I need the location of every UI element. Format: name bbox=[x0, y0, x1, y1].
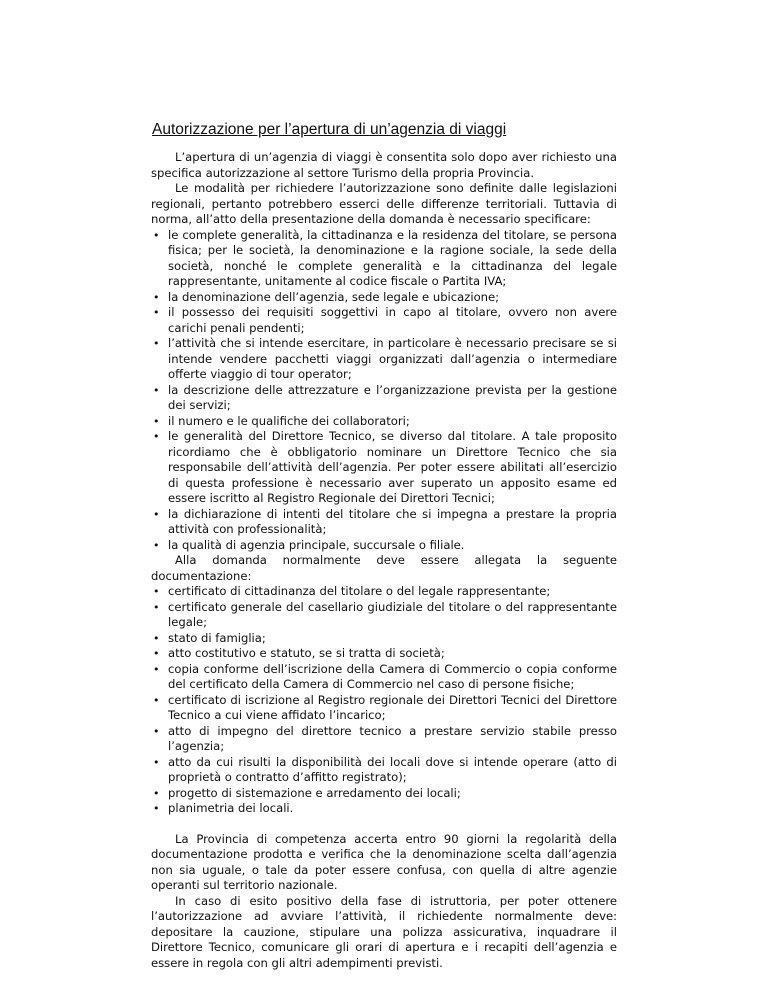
list-item: • certificato di iscrizione al Registro regionale dei Direttori Tecnici del Direttore Tecnico a cui viene affidato l’incarico; bbox=[151, 693, 617, 724]
closing-paragraph: La Provincia di competenza accerta entro 90 giorni la regolarità della documentazione prodotta e verifica che la denominazione scelta dall’agenzia non sia uguale, o tale da poter essere confusa, con quella di altre agenzie operanti sul territorio nazionale. bbox=[151, 831, 617, 892]
list-item: • stato di famiglia; bbox=[151, 631, 617, 647]
list-item: • planimetria dei locali. bbox=[151, 801, 617, 817]
list-item: • la qualità di agenzia principale, succursale o filiale. bbox=[151, 538, 617, 554]
paragraph-spacer bbox=[151, 817, 617, 832]
intro-paragraph: Le modalità per richiedere l’autorizzazione sono definite dalle legislazioni regionali, pertanto potrebbero esserci delle differenze territoriali. Tuttavia di norma, all’atto della presentazione della domanda è necessario specificare: bbox=[151, 181, 617, 226]
document-page bbox=[151, 120, 617, 971]
documents-list bbox=[151, 584, 617, 817]
list-item: • atto costitutivo e statuto, se si tratta di società; bbox=[151, 646, 617, 662]
list-item: • la denominazione dell’agenzia, sede legale e ubicazione; bbox=[151, 290, 617, 306]
list-item: • copia conforme dell’iscrizione della Camera di Commercio o copia conforme del certificato della Camera di Commercio nel caso di persone fisiche; bbox=[151, 662, 617, 693]
list-item: • l’attività che si intende esercitare, in particolare è necessario precisare se si intende vendere pacchetti viaggi organizzati dall’agenzia o intermediare offerte viaggio di tour operator; bbox=[151, 336, 617, 383]
list-item: • le generalità del Direttore Tecnico, se diverso dal titolare. A tale proposito ricordiamo che è obbligatorio nominare un Direttore Tecnico che sia responsabile dell’attività dell’agenzia. Per poter essere abilitati all’esercizio di questa professione è necessario aver superato un apposito esame ed essere iscritto al Registro Regionale dei Direttori Tecnici; bbox=[151, 429, 617, 507]
list-item: • atto da cui risulti la disponibilità dei locali dove si intende operare (atto di proprietà o contratto d’affitto registrato); bbox=[151, 755, 617, 786]
list-item: • certificato generale del casellario giudiziale del titolare o del rappresentante legale; bbox=[151, 600, 617, 631]
list-item: • certificato di cittadinanza del titolare o del legale rappresentante; bbox=[151, 584, 617, 600]
list-item: • il numero e le qualifiche dei collaboratori; bbox=[151, 414, 617, 430]
list-item: • la descrizione delle attrezzature e l’organizzazione prevista per la gestione dei servizi; bbox=[151, 383, 617, 414]
intro-paragraph: L’apertura di un’agenzia di viaggi è consentita solo dopo aver richiesto una specifica autorizzazione al settore Turismo della propria Provincia. bbox=[151, 150, 617, 180]
requirements-list bbox=[151, 228, 617, 554]
list-item: • atto di impegno del direttore tecnico a prestare servizio stabile presso l’agenzia; bbox=[151, 724, 617, 755]
list-item: • la dichiarazione di intenti del titolare che si impegna a prestare la propria attività con professionalità; bbox=[151, 507, 617, 538]
document-title: Autorizzazione per l’apertura di un’agenzia di viaggi bbox=[152, 121, 507, 138]
list-item: • il possesso dei requisiti soggettivi in capo al titolare, ovvero non avere carichi penali pendenti; bbox=[151, 305, 617, 336]
list-item: • progetto di sistemazione e arredamento dei locali; bbox=[151, 786, 617, 802]
documents-intro: Alla domanda normalmente deve essere allegata la seguente documentazione: bbox=[151, 553, 617, 583]
list-item: • le complete generalità, la cittadinanza e la residenza del titolare, se persona fisica; per le società, la denominazione e la ragione sociale, la sede della società, nonché le complete generalità e la cittadinanza del legale rappresentante, unitamente al codice fiscale o Partita IVA; bbox=[151, 228, 617, 290]
closing-paragraph: In caso di esito positivo della fase di istruttoria, per poter ottenere l’autorizzazione ad avviare l’attività, il richiedente normalmente deve: depositare la cauzione, stipulare una polizza assicurativa, inquadrare il Direttore Tecnico, comunicare gli orari di apertura e i recapiti dell’agenzia e essere in regola con gli altri adempimenti previsti. bbox=[151, 893, 617, 970]
